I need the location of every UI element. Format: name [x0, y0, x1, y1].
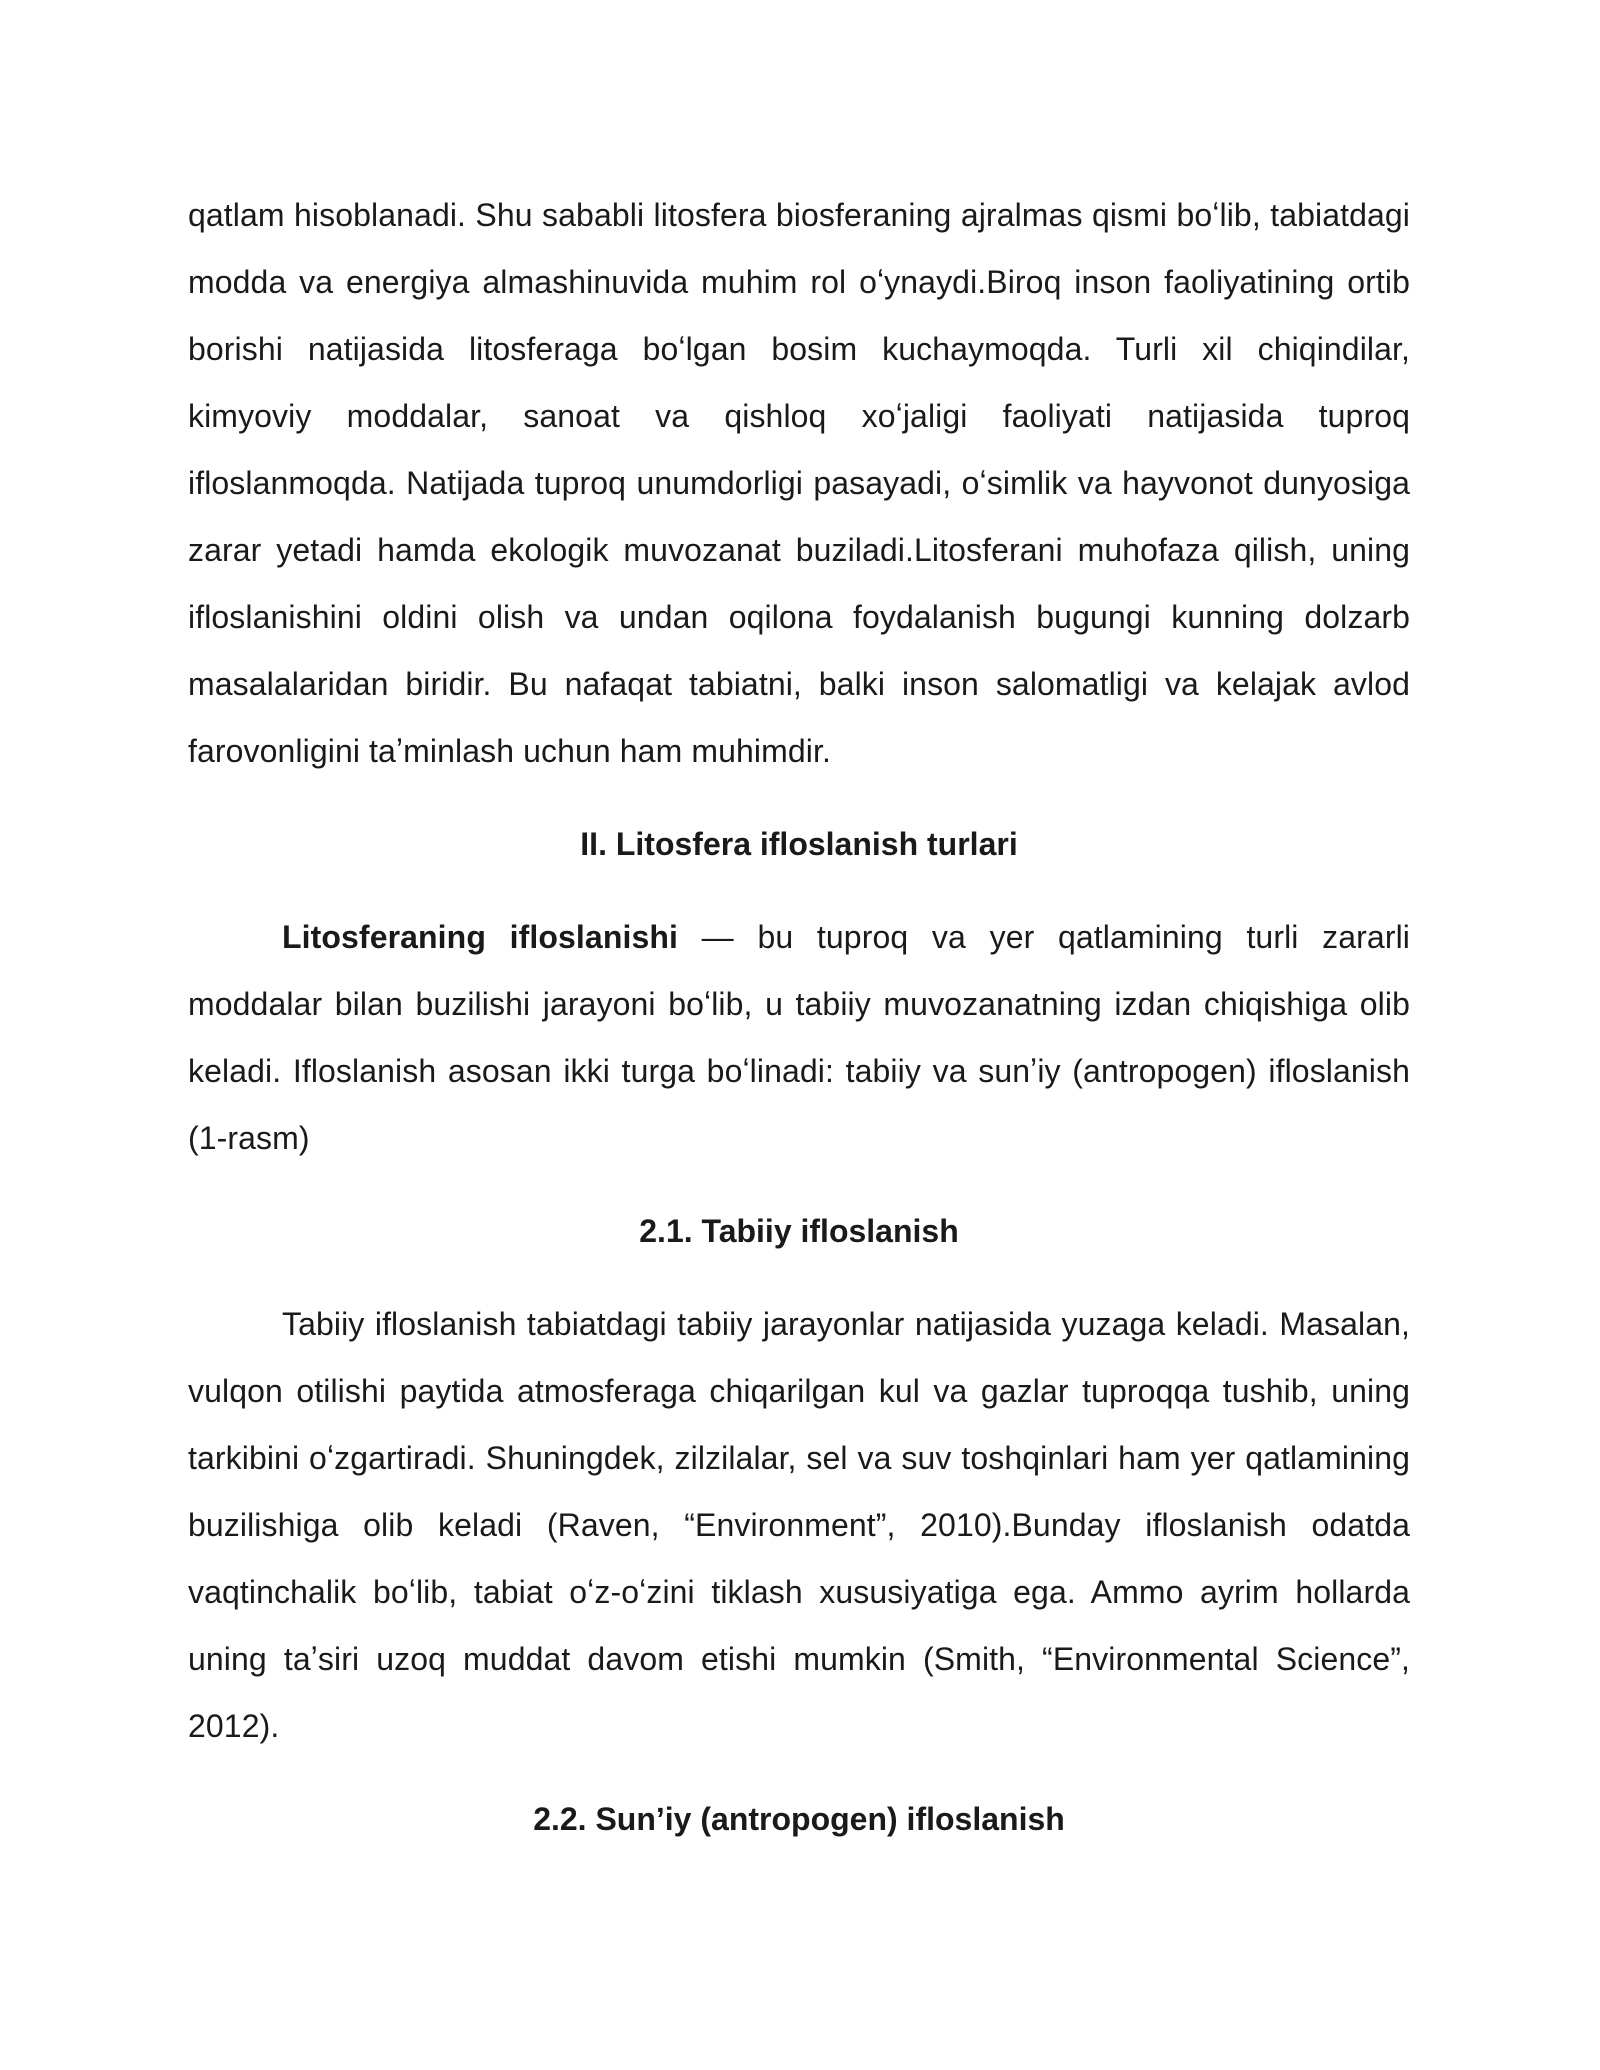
spacer [188, 1760, 1410, 1786]
paragraph-natural-pollution: Tabiiy ifloslanish tabiatdagi tabiiy jarayonlar natijasida yuzaga keladi. Masalan, vulqon otilishi paytida atmosferaga chiqarilgan kul va gazlar tuproqqa tushib, uning tarkibini oʻzgartiradi. Shuningdek, zilzilalar, sel va suv toshqinlari ham yer qatlamining buzilishiga olib keladi (Raven, “Environment”, 2010).Bunday ifloslanish odatda vaqtinchalik boʻlib, tabiat oʻz-oʻzini tiklash xususiyatiga ega. Ammo ayrim hollarda uning taʼsiri uzoq muddat davom etishi mumkin (Smith, “Environmental Science”, 2012). [188, 1306, 1410, 1744]
spacer [188, 1172, 1410, 1198]
spacer [188, 1265, 1410, 1291]
document-page [188, 182, 1410, 1853]
spacer [188, 785, 1410, 811]
defined-term: Litosferaning ifloslanishi [282, 919, 678, 955]
spacer [188, 878, 1410, 904]
paragraph-definition [188, 904, 1410, 1172]
section-heading: II. Litosfera ifloslanish turlari [580, 826, 1018, 862]
paragraph-intro-continuation: qatlam hisoblanadi. Shu sababli litosfera biosferaning ajralmas qismi boʻlib, tabiatdagi modda va energiya almashinuvida muhim rol oʻynaydi.Biroq inson faoliyatining ortib borishi natijasida litosferaga boʻlgan bosim kuchaymoqda. Turli xil chiqindilar, kimyoviy moddalar, sanoat va qishloq xoʻjaligi faoliyati natijasida tuproq ifloslanmoqda. Natijada tuproq unumdorligi pasayadi, oʻsimlik va hayvonot dunyosiga zarar yetadi hamda ekologik muvozanat buziladi.Litosferani muhofaza qilish, uning ifloslanishini oldini olish va undan oqilona foydalanish bugungi kunning dolzarb masalalaridan biridir. Bu nafaqat tabiatni, balki inson salomatligi va kelajak avlod farovonligini taʼminlash uchun ham muhimdir. [188, 197, 1410, 769]
subsection-heading-natural: 2.1. Tabiiy ifloslanish [639, 1213, 959, 1249]
definition-text: — bu tuproq va yer qatlamining turli zararli moddalar bilan buzilishi jarayoni boʻlib, u tabiiy muvozanatning izdan chiqishiga olib keladi. Ifloslanish asosan ikki turga boʻlinadi: tabiiy va sunʼiy (antropogen) ifloslanish (1-rasm) [188, 919, 1411, 1156]
subsection-heading-anthropogenic: 2.2. Sunʼiy (antropogen) ifloslanish [533, 1801, 1065, 1837]
